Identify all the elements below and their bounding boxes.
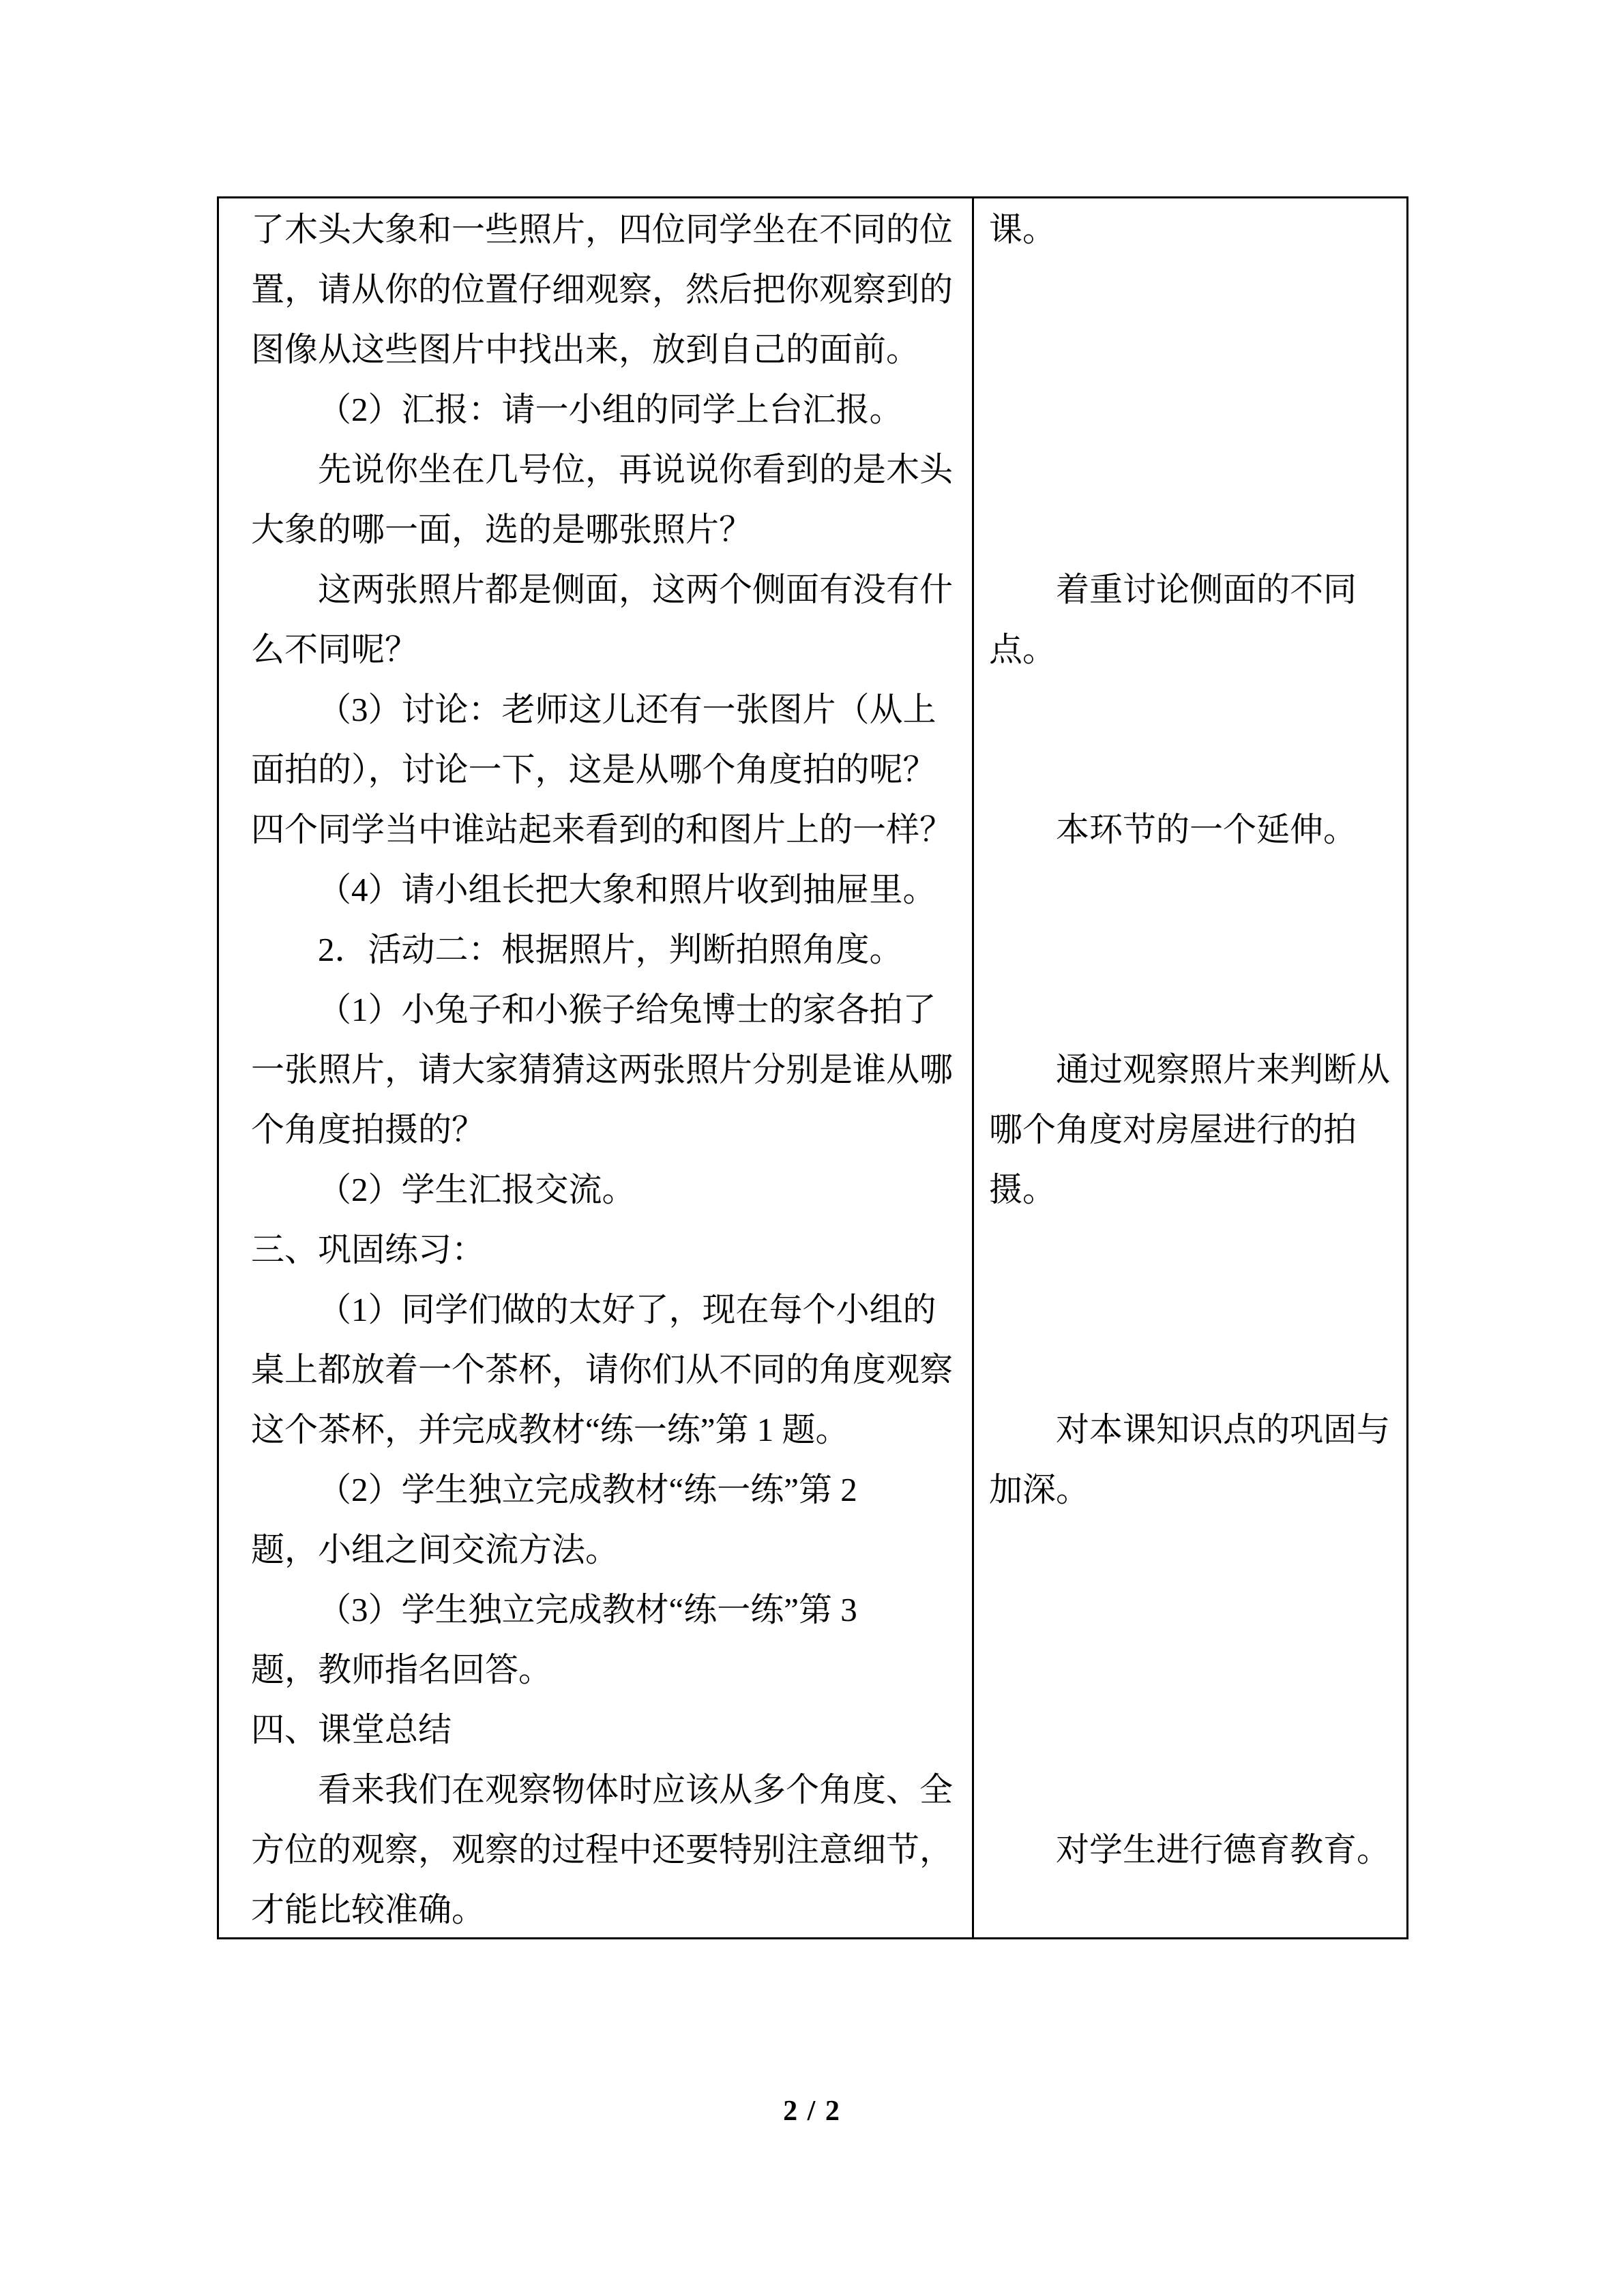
content-line: 才能比较准确。 (251, 1891, 486, 1928)
content-line: （4）请小组长把大象和照片收到抽屉里。 (318, 871, 936, 908)
content-line: 这个茶杯，并完成教材“练一练”第 1 题。 (251, 1411, 849, 1448)
content-line: 四个同学当中谁站起来看到的和图片上的一样？ (251, 811, 954, 848)
margin-note: 对学生进行德育教育。 (1056, 1831, 1391, 1868)
content-line: 2．活动二：根据照片，判断拍照角度。 (318, 931, 903, 968)
content-line: 大象的哪一面，选的是哪张照片？ (251, 511, 753, 548)
content-line: 四、课堂总结 (251, 1711, 452, 1748)
margin-note: 本环节的一个延伸。 (1056, 811, 1357, 848)
margin-note: 哪个角度对房屋进行的拍 (989, 1111, 1357, 1148)
margin-note: 摄。 (989, 1171, 1057, 1208)
design-intent-notes-column (974, 198, 1406, 1937)
margin-note: 加深。 (989, 1471, 1090, 1508)
content-line: （2）学生独立完成教材“练一练”第 2 (318, 1471, 857, 1508)
content-line: 题，教师指名回答。 (251, 1651, 552, 1688)
margin-note: 点。 (989, 631, 1057, 668)
content-line: 这两张照片都是侧面，这两个侧面有没有什 (318, 571, 954, 608)
content-line: 面拍的），讨论一下，这是从哪个角度拍的呢？ (251, 751, 936, 788)
content-line: （3）学生独立完成教材“练一练”第 3 (318, 1591, 857, 1628)
content-line: 三、巩固练习： (251, 1231, 486, 1268)
content-line: （1）同学们做的太好了，现在每个小组的 (318, 1291, 936, 1328)
content-line: 看来我们在观察物体时应该从多个角度、全 (318, 1771, 954, 1808)
teaching-process-column (219, 198, 974, 1937)
content-line: （1）小兔子和小猴子给兔博士的家各拍了 (318, 991, 936, 1028)
content-line: 么不同呢？ (251, 631, 419, 668)
content-line: 题，小组之间交流方法。 (251, 1531, 619, 1568)
lesson-plan-table (217, 196, 1408, 1939)
content-line: 置，请从你的位置仔细观察，然后把你观察到的 (251, 271, 954, 308)
content-line: 一张照片，请大家猜猜这两张照片分别是谁从哪 (251, 1051, 954, 1088)
content-line: （2）学生汇报交流。 (318, 1171, 636, 1208)
content-line: 图像从这些图片中找出来，放到自己的面前。 (251, 331, 920, 368)
margin-note: 对本课知识点的巩固与 (1056, 1411, 1391, 1448)
content-line: （3）讨论：老师这儿还有一张图片（从上 (318, 691, 936, 728)
content-line: （2）汇报：请一小组的同学上台汇报。 (318, 391, 903, 428)
content-line: 方位的观察，观察的过程中还要特别注意细节， (251, 1831, 954, 1868)
margin-note: 着重讨论侧面的不同 (1056, 571, 1357, 608)
margin-note: 课。 (989, 211, 1057, 248)
margin-note: 通过观察照片来判断从 (1056, 1051, 1391, 1088)
content-line: 个角度拍摄的？ (251, 1111, 486, 1148)
content-line: 桌上都放着一个茶杯，请你们从不同的角度观察 (251, 1351, 954, 1388)
content-line: 了木头大象和一些照片，四位同学坐在不同的位 (251, 211, 954, 248)
page-number: 2 / 2 (783, 2096, 841, 2127)
content-line: 先说你坐在几号位，再说说你看到的是木头 (318, 451, 954, 488)
